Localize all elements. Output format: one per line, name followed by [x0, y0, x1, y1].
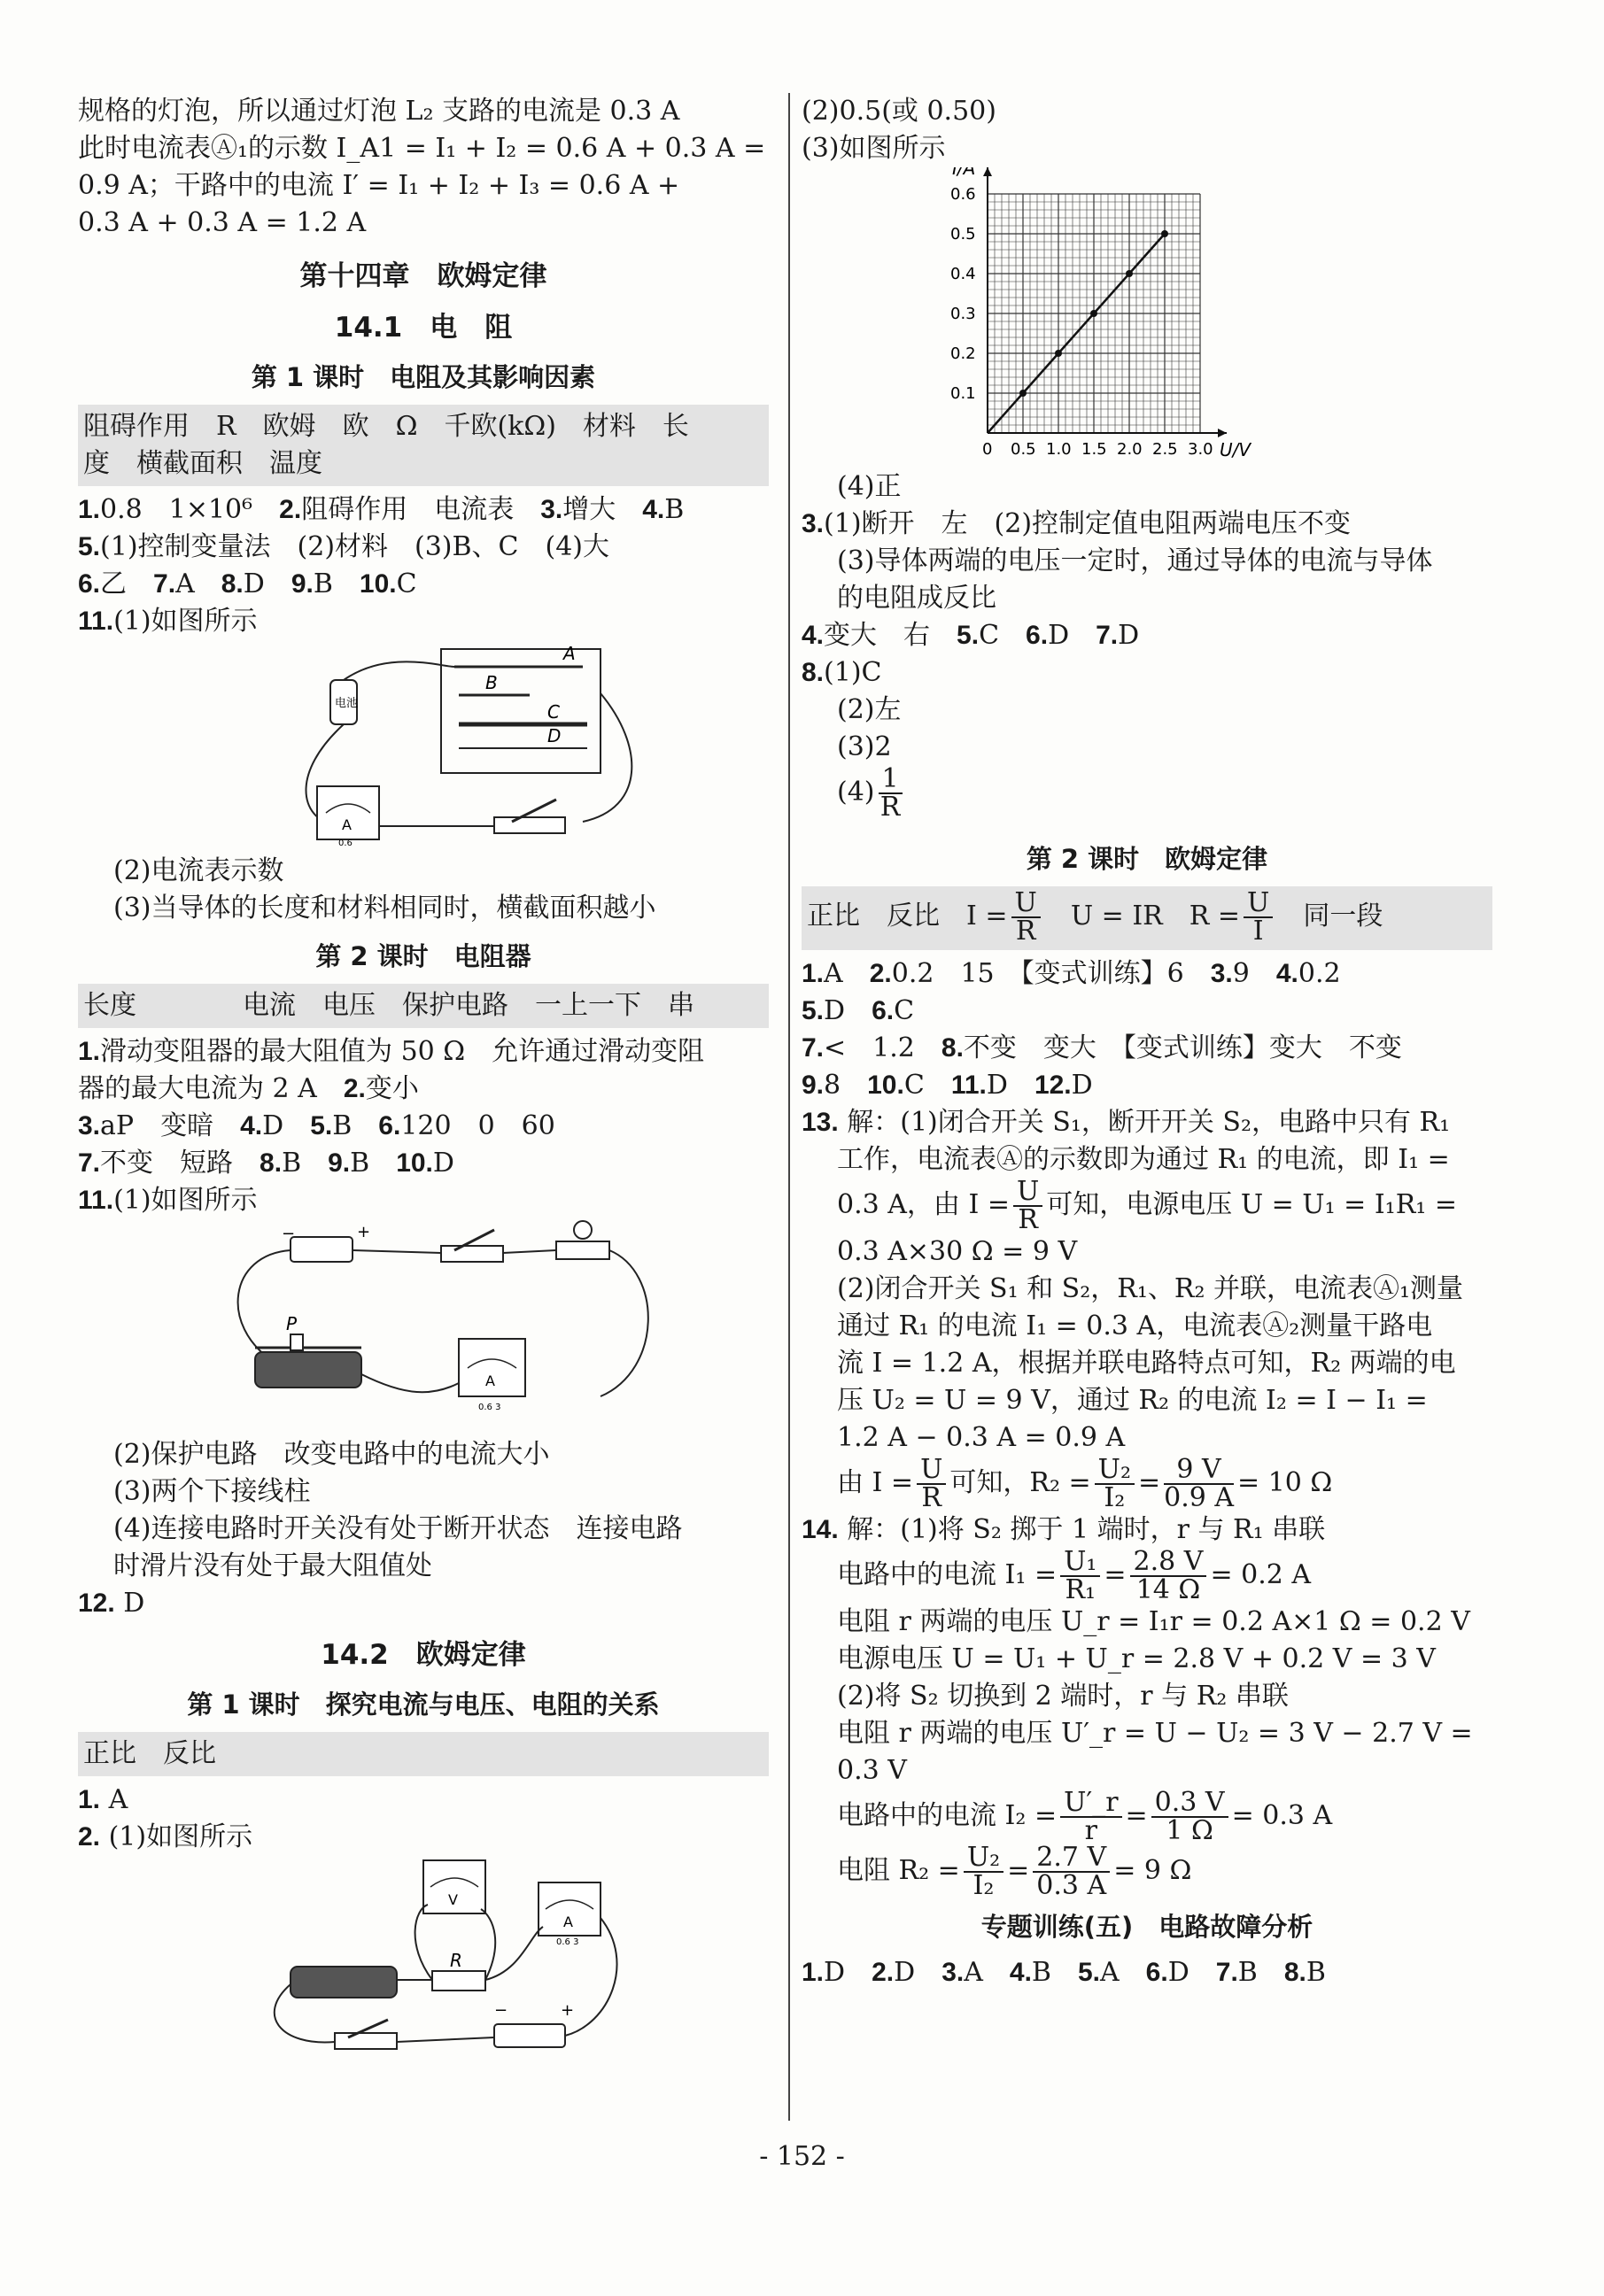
- text-line: 1.2 A − 0.3 A = 0.9 A: [837, 1422, 1126, 1453]
- q-text: B: [664, 494, 685, 525]
- band-text: 同一段: [1276, 901, 1383, 932]
- q-text: 变大 右: [824, 620, 957, 651]
- q-text: C: [894, 995, 915, 1026]
- iu-chart-figure: [802, 167, 1492, 468]
- numerator: U′_r: [1060, 1790, 1121, 1818]
- ammeter-scale: 0.6 3: [478, 1403, 501, 1412]
- fraction: [1033, 1844, 1110, 1899]
- q-text: 由 I =: [837, 1467, 914, 1498]
- q-text: 解：(1)闭合开关 S₁，断开开关 S₂，电路中只有 R₁: [847, 1107, 1451, 1138]
- q-num: 3.: [802, 509, 825, 538]
- q-num: 7.: [1096, 621, 1119, 650]
- q-text: B: [1031, 1957, 1078, 1988]
- q-num: 10.: [867, 1071, 904, 1100]
- numerator: U: [1011, 890, 1041, 918]
- q-text: B: [282, 1148, 329, 1179]
- answer-line: [78, 1585, 769, 1622]
- q-text: D: [824, 995, 872, 1026]
- text-line: (3)2: [837, 731, 892, 762]
- denominator: 14 Ω: [1135, 1574, 1201, 1605]
- numerator: U₁: [1060, 1549, 1100, 1577]
- fraction: [1011, 887, 1041, 947]
- lesson-title: 第 2 课时 电阻器: [315, 941, 531, 971]
- circuit-diagram-1: [78, 640, 769, 853]
- key-points-band: [78, 1732, 769, 1776]
- chapter-title: 第十四章 欧姆定律: [299, 260, 547, 292]
- q-text: A: [108, 1784, 128, 1815]
- denominator: 0.9 A: [1164, 1482, 1235, 1513]
- y-tick-label: 0.3: [950, 305, 976, 323]
- data-point: [1019, 390, 1027, 397]
- text-line: [802, 1787, 1492, 1846]
- text-line: 0.3 A×30 Ω = 9 V: [837, 1236, 1078, 1267]
- x-tick-label: 1.0: [1046, 440, 1072, 459]
- plus-sign: +: [357, 1223, 371, 1241]
- band-line: 阻碍作用 R 欧姆 欧 Ω 千欧(kΩ) 材料 长: [83, 411, 689, 442]
- text-line: 时滑片没有处于最大阻值处: [113, 1550, 432, 1581]
- slider-label: P: [286, 1313, 298, 1334]
- answer-line: [78, 1182, 769, 1219]
- text-line: 的电阻成反比: [837, 583, 996, 614]
- q-num: 7.: [802, 1033, 825, 1063]
- text-line: 流 I = 1.2 A，根据并联电路特点可知，R₂ 两端的电: [837, 1348, 1456, 1379]
- numerator: U: [1013, 1179, 1042, 1207]
- band-text: 正比 反比 I =: [807, 901, 1008, 932]
- data-point: [1161, 230, 1168, 237]
- chart-marks: [988, 230, 1168, 433]
- q-text: (1)控制变量法 (2)材料 (3)B、C (4)大: [100, 531, 610, 562]
- fraction: [964, 1844, 1003, 1899]
- fraction: [1151, 1787, 1228, 1846]
- q-text: 器的最大电流为 2 A: [78, 1073, 344, 1104]
- numerator: U₂: [964, 1844, 1003, 1873]
- q-num: 6.: [1026, 621, 1049, 650]
- section-title: 14.1 电 阻: [334, 312, 513, 344]
- band-line: 度 横截面积 温度: [83, 448, 322, 479]
- q-num: 3.: [941, 1958, 965, 1987]
- switch: [494, 817, 565, 833]
- plus-sign: +: [561, 2001, 575, 2020]
- text-line: [802, 1546, 1492, 1605]
- fraction: [1164, 1454, 1235, 1513]
- q-num: 3.: [78, 1111, 101, 1140]
- lesson-title: 第 2 课时 欧姆定律: [1026, 844, 1268, 874]
- q-text: 电阻 R₂ =: [837, 1855, 960, 1886]
- q-num: 8.: [802, 658, 825, 687]
- answer-line: [802, 617, 1492, 654]
- q-text: 解：(1)将 S₂ 掷于 1 端时，r 与 R₁ 串联: [847, 1514, 1326, 1545]
- q-text: B: [332, 1110, 379, 1141]
- label-d: D: [547, 725, 562, 746]
- q-num: 7.: [1215, 1958, 1238, 1987]
- answer-line: [78, 491, 769, 529]
- denominator: 0.3 A: [1036, 1870, 1107, 1901]
- ammeter-label: A: [563, 1913, 573, 1930]
- denominator: I₂: [972, 1870, 995, 1901]
- fraction: [1244, 887, 1273, 947]
- resistor: [432, 1971, 485, 1991]
- q-text: D: [1167, 1957, 1216, 1988]
- q-num: 8.: [221, 569, 244, 599]
- text-line: 0.9 A；干路中的电流 I′ = I₁ + I₂ + I₃ = 0.6 A +: [78, 170, 680, 201]
- q-text: B: [1237, 1957, 1284, 1988]
- answer-line: [802, 1030, 1492, 1067]
- q-text: A: [964, 1957, 1010, 1988]
- q-text: 可知，R₂ =: [949, 1467, 1091, 1498]
- band-text: U = IR R =: [1043, 901, 1241, 932]
- text-line: 压 U₂ = U = 9 V，通过 R₂ 的电流 I₂ = I − I₁ =: [837, 1385, 1428, 1416]
- text-line: (3)如图所示: [802, 133, 946, 164]
- text-line: (2)电流表示数: [113, 855, 284, 886]
- q-text: 0.8 1×10⁶: [100, 494, 280, 525]
- answer-line: [78, 1782, 769, 1819]
- resistor-label: R: [450, 1950, 462, 1971]
- text-line: 工作，电流表Ⓐ的示数即为通过 R₁ 的电流，即 I₁ =: [837, 1144, 1450, 1175]
- q-text: = 9 Ω: [1113, 1855, 1192, 1886]
- figure-rheostat-circuit: [78, 1219, 769, 1436]
- q-text: D: [123, 1588, 145, 1619]
- q-num: 2.: [869, 959, 892, 988]
- numerator: U: [917, 1457, 946, 1485]
- answer-line: [802, 993, 1492, 1030]
- denominator: R: [879, 792, 901, 823]
- q-num: 4.: [1275, 959, 1298, 988]
- q-text: = 0.3 A: [1231, 1800, 1333, 1831]
- q-num: 10.: [396, 1148, 433, 1178]
- denominator: R₁: [1065, 1574, 1096, 1605]
- q-text: =: [1137, 1467, 1161, 1498]
- key-points-band: [802, 886, 1492, 950]
- q-num: 6.: [78, 569, 101, 599]
- text-line: 电阻 r 两端的电压 U_r = I₁r = 0.2 A×1 Ω = 0.2 V: [837, 1606, 1470, 1637]
- q-num: 5.: [78, 532, 101, 561]
- section-title: 14.2 欧姆定律: [321, 1639, 526, 1671]
- q-text: 9: [1232, 958, 1276, 989]
- q-text: D: [1071, 1070, 1093, 1101]
- text-line: 规格的灯泡，所以通过灯泡 L₂ 支路的电流是 0.3 A: [78, 96, 680, 127]
- q-text: (1)如图所示: [113, 606, 258, 637]
- q-num: 4.: [642, 495, 665, 524]
- key-points-band: [78, 984, 769, 1028]
- fraction: [1060, 1787, 1121, 1846]
- q-text: 0.2 15 【变式训练】6: [891, 958, 1211, 989]
- q-text: D: [824, 1957, 872, 1988]
- x-tick-label: 0.5: [1011, 440, 1036, 459]
- fraction: [1130, 1546, 1207, 1605]
- numerator: 0.3 V: [1151, 1790, 1228, 1818]
- q-num: 6.: [872, 996, 895, 1025]
- denominator: r: [1084, 1815, 1097, 1846]
- q-num: 6.: [378, 1111, 401, 1140]
- answer-line: [78, 603, 769, 640]
- q-text: =: [1104, 1559, 1127, 1590]
- figure-experiment-circuit: [78, 1856, 769, 2068]
- q-num: 2.: [279, 495, 302, 524]
- iu-chart: [802, 167, 1492, 468]
- text-line: 电源电压 U = U₁ + U_r = 2.8 V + 0.2 V = 3 V: [837, 1643, 1436, 1674]
- q-text: (1)断开 左 (2)控制定值电阻两端电压不变: [824, 508, 1352, 539]
- answer-line: [802, 1067, 1492, 1104]
- numerator: 2.7 V: [1033, 1844, 1110, 1873]
- q-num: 12.: [78, 1589, 115, 1618]
- denominator: R: [1018, 1204, 1038, 1235]
- q-num: 1.: [78, 1785, 101, 1814]
- q-text: D: [1048, 620, 1096, 651]
- q-text: C: [396, 568, 417, 599]
- fraction: [879, 763, 903, 823]
- text-line: (3)两个下接线柱: [113, 1476, 311, 1507]
- right-column: [802, 93, 1492, 1991]
- ammeter-label: A: [485, 1372, 495, 1389]
- series-line: [988, 234, 1165, 433]
- q-num: 4.: [240, 1111, 263, 1140]
- answer-line: [802, 1954, 1492, 1991]
- data-point: [1126, 270, 1133, 277]
- lesson-title: 第 1 课时 电阻及其影响因素: [251, 362, 596, 392]
- answer-line: [78, 1071, 769, 1108]
- q-text: (1)C: [824, 657, 882, 688]
- text-line: 此时电流表Ⓐ₁的示数 I_A1 = I₁ + I₂ = 0.6 A + 0.3 A =: [78, 133, 766, 164]
- numerator: U: [1244, 890, 1273, 918]
- text-line: (2)闭合开关 S₁ 和 S₂，R₁、R₂ 并联，电流表Ⓐ₁测量: [837, 1273, 1464, 1304]
- q-text: = 10 Ω: [1237, 1467, 1333, 1498]
- q-num: 2.: [78, 1822, 101, 1851]
- q-text: =: [1125, 1800, 1148, 1831]
- q-text: A: [175, 568, 221, 599]
- y-tick-label: 0.1: [950, 384, 976, 403]
- minus-sign: −: [494, 2001, 508, 2020]
- q-text: D: [1118, 620, 1140, 651]
- denominator: I₂: [1104, 1482, 1126, 1513]
- q-text: 0.3 A，由 I =: [837, 1189, 1010, 1220]
- text-line: (2)左: [837, 694, 902, 725]
- text-line: 电阻 r 两端的电压 U′_r = U − U₂ = 3 V − 2.7 V =: [837, 1718, 1473, 1749]
- q-text: (1)如图所示: [113, 1185, 258, 1216]
- q-text: 滑动变阻器的最大阻值为 50 Ω 允许通过滑动变阻: [100, 1036, 705, 1067]
- text-line: (2)将 S₂ 切换到 2 端时，r 与 R₂ 串联: [837, 1681, 1289, 1712]
- q-num: 9.: [328, 1148, 351, 1178]
- text-line: 通过 R₁ 的电流 I₁ = 0.3 A，电流表Ⓐ₂测量干路电: [837, 1310, 1433, 1341]
- text-line: (2)保护电路 改变电路中的电流大小: [113, 1439, 550, 1470]
- q-num: 14.: [802, 1515, 839, 1544]
- numerator: 1: [879, 766, 903, 794]
- answer-line: [802, 654, 1492, 692]
- ammeter-scale: 0.6: [338, 839, 353, 848]
- x-tick-label: 2.0: [1117, 440, 1143, 459]
- voltmeter-label: V: [448, 1891, 458, 1908]
- q-text: D: [894, 1957, 942, 1988]
- q-text: D: [986, 1070, 1034, 1101]
- q-text: 120 0 60: [400, 1110, 555, 1141]
- band-text: 正比 反比: [83, 1738, 216, 1769]
- q-num: 1.: [78, 1037, 101, 1066]
- q-text: 变小: [365, 1073, 419, 1104]
- denominator: 1 Ω: [1166, 1815, 1213, 1846]
- text-line: (3)导体两端的电压一定时，通过导体的电流与导体: [837, 545, 1433, 576]
- q-text: 0.2: [1298, 958, 1341, 989]
- text-line: (4)正: [837, 471, 902, 502]
- q-text: < 1.2: [824, 1032, 941, 1063]
- q-num: 3.: [540, 495, 563, 524]
- y-axis-label: I/A: [952, 167, 976, 179]
- text-line: (3)当导体的长度和材料相同时，横截面积越小: [113, 893, 656, 924]
- q-text: 不变 变大 【变式训练】变大 不变: [963, 1032, 1402, 1063]
- q-num: 8.: [941, 1033, 964, 1063]
- q-text: A: [1100, 1957, 1146, 1988]
- text-line: (2)0.5(或 0.50): [802, 96, 996, 127]
- q-text: (1)如图所示: [108, 1821, 253, 1852]
- denominator: R: [921, 1482, 941, 1513]
- q-num: 12.: [1034, 1071, 1072, 1100]
- q-text: 乙: [100, 568, 154, 599]
- q-num: 4.: [802, 621, 825, 650]
- q-num: 10.: [359, 569, 397, 599]
- q-num: 6.: [1145, 1958, 1168, 1987]
- q-num: 8.: [1283, 1958, 1306, 1987]
- y-tick-label: 0.5: [950, 225, 976, 244]
- minus-sign: −: [282, 1225, 296, 1243]
- q-text: B: [1306, 1957, 1326, 1988]
- denominator: I: [1252, 916, 1264, 947]
- fraction: [1095, 1454, 1135, 1513]
- column-divider: [788, 93, 790, 2121]
- q-num: 11.: [78, 607, 114, 636]
- data-point: [1055, 350, 1062, 357]
- ammeter-scale: 0.6 3: [556, 1937, 579, 1947]
- battery-label: 电池: [335, 697, 359, 710]
- q-num: 2.: [343, 1074, 366, 1103]
- text-line: (4)连接电路时开关没有处于断开状态 连接电路: [113, 1513, 683, 1544]
- rheostat: [255, 1352, 361, 1388]
- q-num: 7.: [153, 569, 176, 599]
- y-tick-label: 0.4: [950, 265, 976, 283]
- x-axis-arrow: [1218, 429, 1227, 437]
- x-axis-label: U/V: [1220, 439, 1251, 460]
- text-line: [802, 1176, 1492, 1235]
- q-num: 9.: [291, 569, 314, 599]
- q-num: 1.: [802, 1958, 825, 1987]
- numerator: 2.8 V: [1130, 1549, 1207, 1577]
- q-num: 11.: [78, 1186, 114, 1215]
- q-num: 3.: [1210, 959, 1233, 988]
- q-text: 增大: [562, 494, 643, 525]
- q-num: 5.: [802, 996, 825, 1025]
- q-text: D: [432, 1148, 454, 1179]
- q-text: A: [824, 958, 870, 989]
- q-text: (4): [837, 777, 875, 808]
- answer-line: [802, 1511, 1492, 1549]
- text-line: 0.3 V: [837, 1755, 907, 1786]
- q-text: 8: [824, 1070, 868, 1101]
- q-num: 8.: [260, 1148, 283, 1178]
- q-text: aP 变暗: [100, 1110, 241, 1141]
- q-num: 11.: [950, 1071, 987, 1100]
- q-text: 电路中的电流 I₁ =: [837, 1559, 1058, 1590]
- rheostat: [291, 1967, 397, 1998]
- y-axis-arrow: [983, 167, 992, 176]
- q-text: D: [262, 1110, 311, 1141]
- q-num: 5.: [310, 1111, 333, 1140]
- fraction: [1013, 1176, 1042, 1235]
- label-b: B: [485, 672, 498, 693]
- x-tick-label: 0: [982, 440, 993, 459]
- q-text: = 0.2 A: [1210, 1559, 1312, 1590]
- band-text: 长度 电流 电压 保护电路 一上一下 串: [83, 990, 694, 1021]
- q-text: D: [243, 568, 291, 599]
- fraction: [1060, 1546, 1100, 1605]
- q-text: 不变 短路: [100, 1148, 260, 1179]
- q-num: 4.: [1009, 1958, 1032, 1987]
- denominator: R: [1015, 916, 1036, 947]
- answer-line: [802, 955, 1492, 993]
- y-tick-label: 0.6: [950, 185, 976, 204]
- label-c: C: [547, 701, 560, 723]
- q-text: B: [313, 568, 360, 599]
- ammeter-label: A: [342, 816, 352, 833]
- q-num: 2.: [872, 1958, 895, 1987]
- q-num: 1.: [802, 959, 825, 988]
- q-text: B: [350, 1148, 397, 1179]
- text-line: 0.3 A + 0.3 A = 1.2 A: [78, 207, 367, 238]
- answer-line: [78, 1819, 769, 1856]
- text-line: [802, 763, 1492, 828]
- text-line: [802, 1844, 1492, 1899]
- answer-line: [78, 1145, 769, 1182]
- q-num: 1.: [78, 495, 101, 524]
- answer-line: [802, 1104, 1492, 1141]
- left-column: [78, 93, 769, 2068]
- answer-line: [78, 529, 769, 566]
- answer-line: [78, 1033, 769, 1071]
- numerator: 9 V: [1164, 1457, 1234, 1485]
- q-num: 7.: [78, 1148, 101, 1178]
- q-text: C: [903, 1070, 951, 1101]
- q-text: 电路中的电流 I₂ =: [837, 1800, 1058, 1831]
- circuit-diagram-2: [78, 1219, 769, 1436]
- key-points-band: [78, 405, 769, 486]
- x-tick-label: 3.0: [1188, 440, 1213, 459]
- label-a: A: [563, 643, 576, 664]
- q-text: =: [1007, 1855, 1030, 1886]
- q-num: 9.: [802, 1071, 825, 1100]
- y-tick-label: 0.2: [950, 344, 976, 363]
- numerator: U₂: [1095, 1457, 1135, 1485]
- figure-resistance-wires: [78, 640, 769, 853]
- fraction: [917, 1454, 946, 1513]
- q-num: 5.: [957, 621, 980, 650]
- answer-line: [78, 566, 769, 603]
- x-tick-label: 1.5: [1081, 440, 1107, 459]
- answer-line: [802, 506, 1492, 543]
- q-num: 13.: [802, 1108, 839, 1137]
- data-point: [1090, 310, 1097, 317]
- topic-title: 专题训练(五) 电路故障分析: [980, 1912, 1313, 1942]
- q-text: 阻碍作用 电流表: [301, 494, 541, 525]
- answer-line: [78, 1108, 769, 1145]
- lesson-title: 第 1 课时 探究电流与电压、电阻的关系: [187, 1689, 660, 1720]
- circuit-diagram-3: [78, 1856, 769, 2068]
- text-line: [802, 1454, 1492, 1513]
- page-number: - 152 -: [759, 2141, 845, 2172]
- q-num: 5.: [1077, 1958, 1100, 1987]
- q-text: 可知，电源电压 U = U₁ = I₁R₁ =: [1046, 1189, 1457, 1220]
- q-text: C: [979, 620, 1027, 651]
- x-tick-label: 2.5: [1152, 440, 1178, 459]
